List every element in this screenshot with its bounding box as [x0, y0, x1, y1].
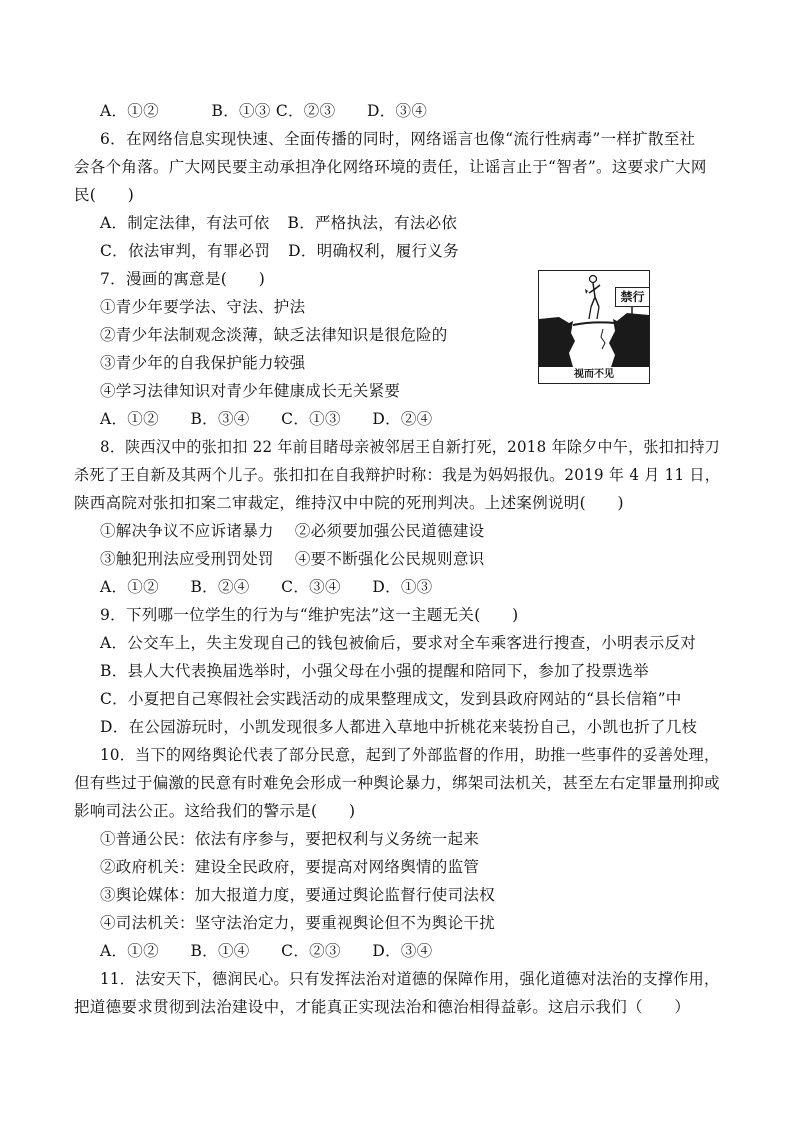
q8-stem-line1: 8．陕西汉中的张扣扣 22 年前目睹母亲被邻居王自新打死，2018 年除夕中午，张扣扣持刀 [100, 438, 720, 456]
q7-statement-1: ①青少年要学法、守法、护法 [100, 298, 306, 316]
q10-options: A．①② B．①④ C．②③ D．③④ [100, 942, 433, 960]
q7-stem: 7．漫画的寓意是( ) [100, 270, 266, 288]
q6-option-b: B．严格执法，有法必依 [287, 214, 458, 232]
q7-cartoon [538, 270, 650, 384]
q6-options-row1 [100, 213, 457, 233]
q10-statement-3: ③舆论媒体：加大报道力度，要通过舆论监督行使司法权 [100, 886, 496, 904]
q10-stem-line2: 但有些过于偏激的民意有时难免会形成一种舆论暴力，绑架司法机关，甚至左右定罪量刑抑或 [74, 774, 720, 792]
q6-option-c: C．依法审判，有罪必罚 [100, 242, 271, 260]
cartoon-caption: 视而不见 [574, 369, 614, 380]
q9-option-d: D．在公园游玩时，小凯发现很多人都进入草地中折桃花来装扮自己，小凯也折了几枝 [100, 718, 698, 736]
q10-statement-1: ①普通公民：依法有序参与，要把权利与义务统一起来 [100, 830, 480, 848]
q9-option-c: C．小夏把自己寒假社会实践活动的成果整理成文，发到县政府网站的“县长信箱”中 [100, 690, 682, 708]
q9-stem: 9．下列哪一位学生的行为与“维护宪法”这一主题无关( ) [100, 606, 519, 624]
q7-statement-3: ③青少年的自我保护能力较强 [100, 354, 306, 372]
q10-statement-4: ④司法机关：坚守法治定力，要重视舆论但不为舆论干扰 [100, 914, 496, 932]
q8-statements-row1: ①解决争议不应诉诸暴力 ②必须要加强公民道德建设 [100, 522, 485, 540]
q9-option-a: A．公交车上，失主发现自己的钱包被偷后，要求对全车乘客进行搜查，小明表示反对 [100, 634, 697, 652]
q10-stem-line3: 影响司法公正。这给我们的警示是( ) [74, 802, 356, 820]
q5-options: A．①② B．①③ C．②③ D．③④ [100, 102, 428, 120]
q11-stem-line1: 11．法安天下，德润民心。只有发挥法治对道德的保障作用，强化道德对法治的支撑作用， [100, 970, 720, 988]
q8-stem-line3: 陕西高院对张扣扣案二审裁定，维持汉中中院的死刑判决。上述案例说明( ) [74, 494, 624, 512]
q7-statement-4: ④学习法律知识对青少年健康成长无关紧要 [100, 382, 401, 400]
q11-stem-line2: 把道德要求贯彻到法治建设中，才能真正实现法治和德治相得益彰。这启示我们（ ） [74, 998, 691, 1016]
q6-option-a: A．制定法律，有法可依 [100, 214, 270, 232]
q10-statement-2: ②政府机关：建设全民政府，要提高对网络舆情的监管 [100, 858, 480, 876]
q10-stem-line1: 10．当下的网络舆论代表了部分民意，起到了外部监督的作用，助推一些事件的妥善处理， [100, 746, 720, 764]
q6-option-d: D．明确权利，履行义务 [288, 242, 459, 260]
q8-statements-row2: ③触犯刑法应受刑罚处罚 ④要不断强化公民规则意识 [100, 550, 485, 568]
q8-stem-line2: 杀死了王自新及其两个儿子。张扣扣在自我辩护时称：我是为妈妈报仇。2019 年 4 月 11 日， [74, 466, 721, 484]
q6-stem-line2: 会各个角落。广大网民要主动承担净化网络环境的责任，让谣言止于“智者”。这要求广大网 [74, 158, 707, 176]
cartoon-sign: 禁行 [615, 287, 650, 307]
q6-options-row2 [100, 241, 459, 261]
q6-stem-line1: 6．在网络信息实现快速、全面传播的同时，网络谣言也像“流行性病毒”一样扩散至社 [100, 130, 696, 148]
q9-option-b: B．县人大代表换届选举时，小强父母在小强的提醒和陪同下，参加了投票选举 [100, 662, 649, 680]
q7-options: A．①② B．③④ C．①③ D．②④ [100, 410, 433, 428]
q6-stem-line3: 民( ) [74, 186, 135, 204]
q8-options: A．①② B．②④ C．③④ D．①③ [100, 578, 433, 596]
q7-statement-2: ②青少年法制观念淡薄，缺乏法律知识是很危险的 [100, 326, 448, 344]
